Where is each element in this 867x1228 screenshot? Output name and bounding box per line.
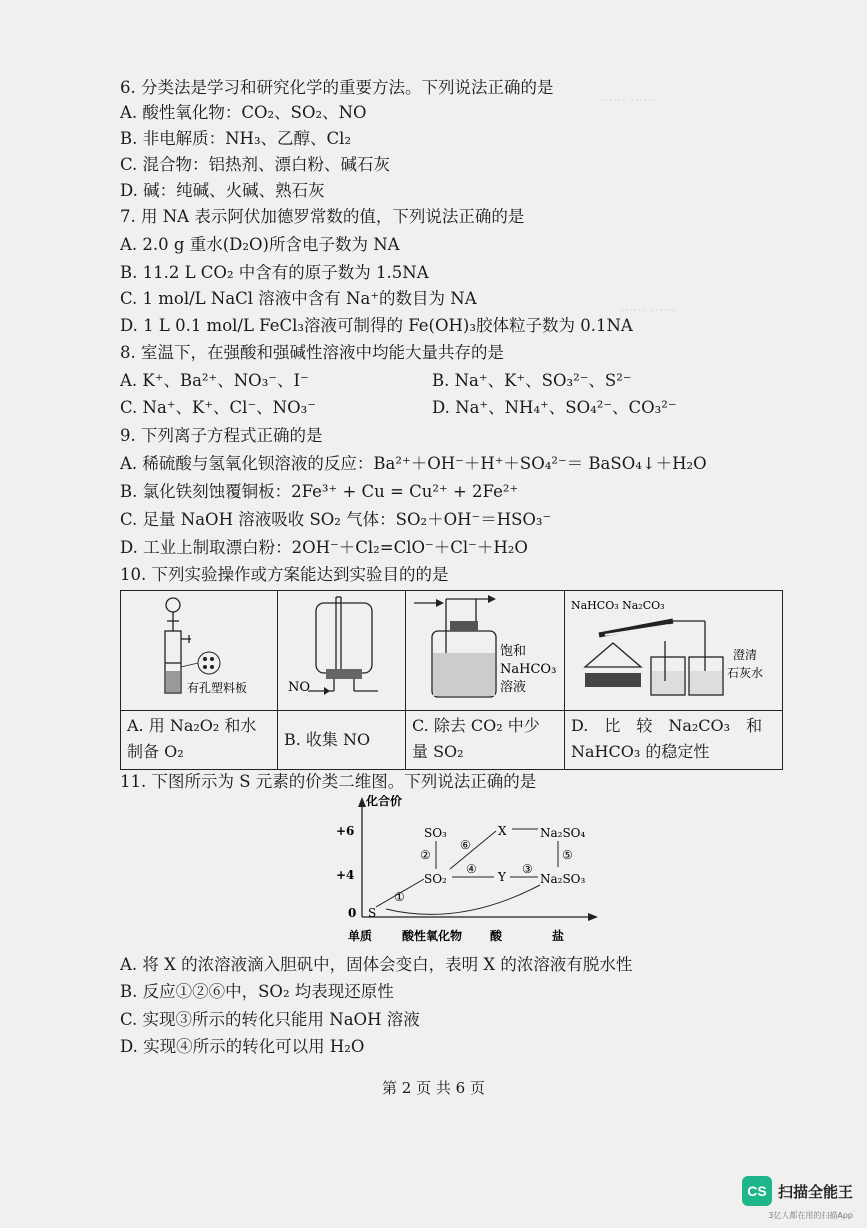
arrow-label-6: ⑥	[460, 838, 471, 852]
q11-option-d: D. 实现④所示的转化可以用 H₂O	[120, 1037, 365, 1056]
scanner-logo: CS	[742, 1176, 772, 1206]
option-c-line2: 量 SO₂	[412, 742, 464, 761]
label-limewater-2: 石灰水	[727, 666, 764, 680]
q7-option-a: A. 2.0 g 重水(D₂O)所含电子数为 NA	[120, 235, 400, 254]
scanner-app-name: 扫描全能王	[777, 1182, 853, 1201]
q11-option-a: A. 将 X 的浓溶液滴入胆矾中，固体会变白，表明 X 的浓溶液有脱水性	[120, 955, 633, 974]
label-solution: 溶液	[500, 680, 527, 695]
option-c-line1: C. 除去 CO₂ 中少	[412, 716, 540, 735]
valence-class-diagram	[300, 795, 600, 955]
option-b-line: B. 收集 NO	[284, 730, 371, 749]
node-so2: SO₂	[424, 872, 447, 886]
q11-stem: 11. 下图所示为 S 元素的价类二维图。下列说法正确的是	[120, 772, 537, 791]
q11-option-c: C. 实现③所示的转化只能用 NaOH 溶液	[120, 1010, 420, 1029]
q11-option-b: B. 反应①②⑥中，SO₂ 均表现还原性	[120, 982, 394, 1001]
q7-option-d: D. 1 L 0.1 mol/L FeCl₃溶液可制得的 Fe(OH)₃胶体粒子数为 0.1NA	[120, 316, 633, 335]
label-porous-plate: 有孔塑料板	[187, 681, 248, 695]
q8-option-b: B. Na⁺、K⁺、SO₃²⁻、S²⁻	[432, 371, 632, 390]
q8-option-a: A. K⁺、Ba²⁺、NO₃⁻、I⁻	[120, 371, 309, 390]
option-a-line2: 制备 O₂	[127, 742, 184, 761]
x-tick-element: 单质	[348, 929, 373, 943]
label-salts: NaHCO₃ Na₂CO₃	[571, 599, 665, 612]
option-d-line2: NaHCO₃ 的稳定性	[571, 742, 710, 761]
page-number: 第 2 页 共 6 页	[382, 1079, 485, 1097]
q9-option-d: D. 工业上制取漂白粉：2OH⁻＋Cl₂=ClO⁻＋Cl⁻＋H₂O	[120, 538, 528, 557]
q9-option-b: B. 氯化铁刻蚀覆铜板：2Fe³⁺ + Cu = Cu²⁺ + 2Fe²⁺	[120, 482, 519, 501]
option-b-caption	[278, 711, 406, 770]
q6-option-b: B. 非电解质：NH₃、乙醇、Cl₂	[120, 129, 352, 148]
x-tick-acid: 酸	[490, 929, 503, 943]
apparatus-c	[406, 591, 565, 711]
y-tick-zero: 0	[348, 906, 357, 920]
bleed-through-text: …… ……	[620, 300, 677, 315]
thermal-stability-figure	[565, 591, 781, 706]
apparatus-d	[565, 591, 783, 711]
arrow-label-5: ⑤	[562, 848, 573, 862]
scanner-watermark	[742, 1176, 853, 1220]
node-y: Y	[498, 870, 506, 884]
y-tick-plus4: +4	[336, 868, 355, 882]
q10-stem: 10. 下列实验操作或方案能达到实验目的的是	[120, 565, 449, 584]
node-x: X	[498, 824, 507, 838]
q6-option-d: D. 碱：纯碱、火碱、熟石灰	[120, 181, 325, 200]
bleed-through-text: …… ……	[600, 90, 657, 105]
option-c-caption	[406, 711, 565, 770]
arrow-label-1: ①	[394, 890, 405, 904]
label-no: NO	[288, 680, 311, 695]
option-a-caption	[121, 711, 278, 770]
node-na2so4: Na₂SO₄	[540, 826, 586, 840]
q6-option-a: A. 酸性氧化物：CO₂、SO₂、NO	[120, 103, 367, 122]
label-limewater-1: 澄清	[733, 648, 758, 662]
q7-option-b: B. 11.2 L CO₂ 中含有的原子数为 1.5NA	[120, 263, 429, 282]
q9-option-c: C. 足量 NaOH 溶液吸收 SO₂ 气体：SO₂＋OH⁻＝HSO₃⁻	[120, 510, 552, 529]
q6-option-c: C. 混合物：铝热剂、漂白粉、碱石灰	[120, 155, 391, 174]
y-axis-title: 化合价	[366, 795, 403, 808]
q7-option-c: C. 1 mol/L NaCl 溶液中含有 Na⁺的数目为 NA	[120, 289, 477, 308]
scanner-tagline: 3亿人都在用的扫描App	[768, 1211, 853, 1220]
option-a-line1: A. 用 Na₂O₂ 和水	[127, 716, 257, 735]
label-nahco3: NaHCO₃	[500, 662, 557, 677]
funnel-apparatus-figure	[121, 591, 277, 706]
node-s: S	[368, 906, 377, 920]
q8-option-c: C. Na⁺、K⁺、Cl⁻、NO₃⁻	[120, 398, 316, 417]
q7-stem: 7. 用 NA 表示阿伏加德罗常数的值，下列说法正确的是	[120, 207, 525, 226]
option-d-line1: D. 比 较 Na₂CO₃ 和	[571, 716, 763, 735]
apparatus-b	[278, 591, 406, 711]
arrow-label-4: ④	[466, 862, 477, 876]
node-na2so3: Na₂SO₃	[540, 872, 586, 886]
y-tick-plus6: +6	[336, 824, 355, 838]
x-tick-acid-oxide: 酸性氧化物	[402, 929, 463, 943]
apparatus-a	[121, 591, 278, 711]
q6-stem: 6. 分类法是学习和研究化学的重要方法。下列说法正确的是	[120, 78, 554, 97]
q9-option-a: A. 稀硫酸与氢氧化钡溶液的反应：Ba²⁺＋OH⁻＋H⁺＋SO₄²⁻＝ BaSO₄↓＋H₂O	[120, 454, 707, 473]
q8-stem: 8. 室温下，在强酸和强碱性溶液中均能大量共存的是	[120, 343, 504, 362]
q9-stem: 9. 下列离子方程式正确的是	[120, 426, 323, 445]
x-tick-salt: 盐	[552, 929, 565, 943]
washing-bottle-figure	[406, 591, 564, 706]
experiment-table	[120, 590, 783, 770]
gas-collection-bottle-figure	[278, 591, 405, 706]
arrow-label-3: ③	[522, 862, 533, 876]
node-so3: SO₃	[424, 826, 447, 840]
arrow-label-2: ②	[420, 848, 431, 862]
option-d-caption	[565, 711, 783, 770]
q8-option-d: D. Na⁺、NH₄⁺、SO₄²⁻、CO₃²⁻	[432, 398, 677, 417]
label-saturated: 饱和	[500, 644, 527, 659]
